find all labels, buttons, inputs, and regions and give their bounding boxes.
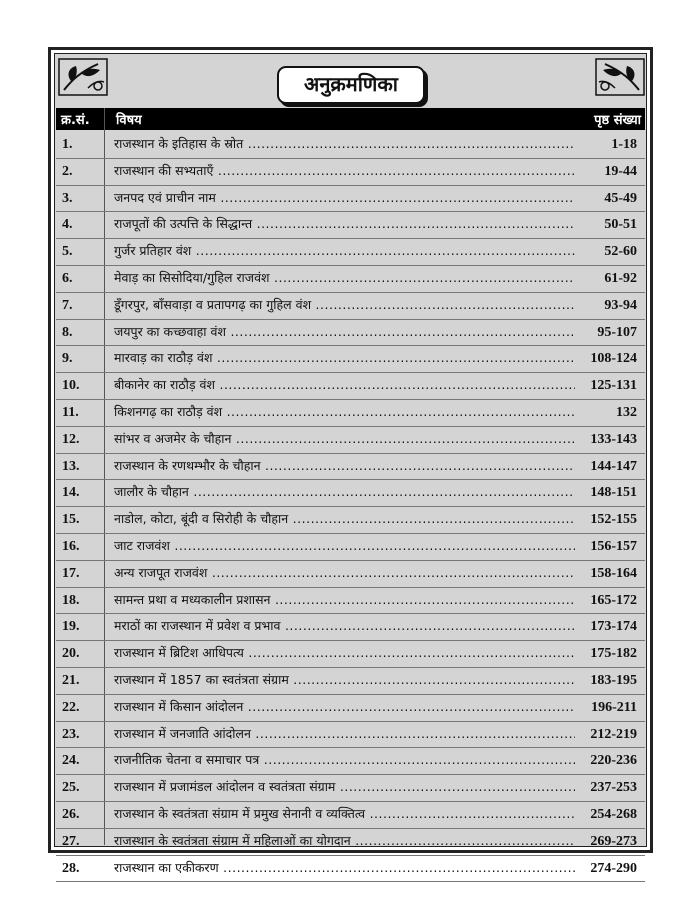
table-row (56, 802, 645, 829)
table-row (56, 293, 645, 320)
table-row (56, 856, 645, 883)
row-topic: जाट राजवंश ..... (114, 537, 575, 554)
row-topic: राजस्थान में किसान आंदोलन ..... (114, 698, 575, 715)
row-page-range: 93-94 (604, 297, 637, 313)
table-row (56, 373, 645, 400)
table-row (56, 480, 645, 507)
row-page-range: 152-155 (590, 512, 637, 528)
row-topic: जनपद एवं प्राचीन नाम ..... (114, 189, 575, 206)
row-page-range: 52-60 (604, 244, 637, 260)
table-row (56, 266, 645, 293)
row-number: 27. (62, 833, 80, 849)
row-topic: राजस्थान में 1857 का स्वतंत्रता संग्राम ..... (114, 671, 575, 688)
table-row (56, 614, 645, 641)
row-topic: नाडोल, कोटा, बूंदी व सिरोही के चौहान ..... (114, 510, 575, 527)
row-page-range: 165-172 (590, 592, 637, 608)
row-number: 15. (62, 512, 80, 528)
row-topic: सामन्त प्रथा व मध्यकालीन प्रशासन ..... (114, 591, 575, 608)
row-topic: डूँगरपुर, बाँसवाड़ा व प्रतापगढ़ का गुहिल वंश ..... (114, 296, 575, 313)
row-topic: बीकानेर का राठौड़ वंश ..... (114, 376, 575, 393)
row-topic: मारवाड़ का राठौड़ वंश ..... (114, 349, 575, 366)
table-row (56, 588, 645, 615)
row-number: 12. (62, 431, 80, 447)
table-row (56, 454, 645, 481)
row-number: 9. (62, 351, 73, 367)
row-page-range: 158-164 (590, 565, 637, 581)
table-row (56, 748, 645, 775)
row-page-range: 50-51 (604, 217, 637, 233)
table-row (56, 346, 645, 373)
row-topic: राजस्थान का एकीकरण ..... (114, 859, 575, 876)
row-topic: राजस्थान में ब्रिटिश आधिपत्य ..... (114, 644, 575, 661)
row-number: 24. (62, 753, 80, 769)
floral-ornament-icon (58, 58, 108, 96)
table-row (56, 641, 645, 668)
row-number: 3. (62, 190, 73, 206)
table-row (56, 507, 645, 534)
row-number: 28. (62, 860, 80, 876)
row-topic: राजस्थान की सभ्यताएँ ..... (114, 162, 575, 179)
table-row (56, 212, 645, 239)
row-number: 11. (62, 404, 79, 420)
row-number: 4. (62, 217, 73, 233)
row-page-range: 212-219 (590, 726, 637, 742)
row-page-range: 173-174 (590, 619, 637, 635)
table-row (56, 159, 645, 186)
row-topic: राजस्थान में जनजाति आंदोलन ..... (114, 725, 575, 742)
row-number: 16. (62, 538, 80, 554)
row-topic: राजस्थान में प्रजामंडल आंदोलन व स्वतंत्रता संग्राम ..... (114, 778, 575, 795)
row-page-range: 196-211 (591, 699, 637, 715)
table-row (56, 668, 645, 695)
header-serial: क्र.सं. (61, 113, 90, 128)
row-page-range: 132 (616, 404, 637, 420)
contents-table (56, 132, 645, 882)
row-page-range: 108-124 (590, 351, 637, 367)
table-row (56, 427, 645, 454)
table-row (56, 722, 645, 749)
row-number: 22. (62, 699, 80, 715)
table-row (56, 775, 645, 802)
row-topic: राजस्थान के रणथम्भौर के चौहान ..... (114, 457, 575, 474)
row-topic: राजस्थान के इतिहास के स्रोत ..... (114, 135, 575, 152)
row-number: 19. (62, 619, 80, 635)
row-page-range: 237-253 (590, 780, 637, 796)
row-number: 8. (62, 324, 73, 340)
row-page-range: 274-290 (590, 860, 637, 876)
row-page-range: 133-143 (590, 431, 637, 447)
table-row (56, 561, 645, 588)
table-row (56, 829, 645, 856)
row-page-range: 95-107 (597, 324, 637, 340)
table-row (56, 186, 645, 213)
row-number: 14. (62, 485, 80, 501)
table-header (56, 108, 645, 130)
row-page-range: 148-151 (590, 485, 637, 501)
row-page-range: 45-49 (604, 190, 637, 206)
row-topic: सांभर व अजमेर के चौहान ..... (114, 430, 575, 447)
table-row (56, 534, 645, 561)
row-topic: मेवाड़ का सिसोदिया/गुहिल राजवंश ..... (114, 269, 575, 286)
row-topic: अन्य राजपूत राजवंश ..... (114, 564, 575, 581)
row-number: 7. (62, 297, 73, 313)
row-page-range: 175-182 (590, 646, 637, 662)
row-page-range: 220-236 (590, 753, 637, 769)
row-page-range: 19-44 (604, 163, 637, 179)
row-topic: राजस्थान के स्वतंत्रता संग्राम में महिलाओं का योगदान ..... (114, 832, 575, 849)
header-topic: विषय (116, 113, 142, 128)
table-row (56, 132, 645, 159)
row-number: 13. (62, 458, 80, 474)
row-page-range: 125-131 (590, 378, 637, 394)
row-topic: राजस्थान के स्वतंत्रता संग्राम में प्रमुख सेनानी व व्यक्तित्व ..... (114, 805, 575, 822)
row-number: 26. (62, 806, 80, 822)
row-number: 5. (62, 244, 73, 260)
header-page: पृष्ठ संख्या (594, 113, 641, 128)
floral-ornament-icon (595, 58, 645, 96)
row-topic: मराठों का राजस्थान में प्रवेश व प्रभाव ..... (114, 617, 575, 634)
row-page-range: 144-147 (590, 458, 637, 474)
page-title: अनुक्रमणिका (277, 66, 425, 104)
row-number: 2. (62, 163, 73, 179)
row-topic: जालौर के चौहान ..... (114, 483, 575, 500)
row-page-range: 183-195 (590, 672, 637, 688)
table-row (56, 400, 645, 427)
table-row (56, 320, 645, 347)
row-number: 21. (62, 672, 80, 688)
row-page-range: 269-273 (590, 833, 637, 849)
row-number: 20. (62, 646, 80, 662)
table-row (56, 239, 645, 266)
row-number: 10. (62, 378, 80, 394)
row-page-range: 1-18 (611, 137, 637, 152)
row-topic: किशनगढ़ का राठौड़ वंश ..... (114, 403, 575, 420)
row-number: 25. (62, 780, 80, 796)
row-topic: राजनीतिक चेतना व समाचार पत्र ..... (114, 751, 575, 768)
row-number: 1. (62, 137, 73, 152)
row-number: 6. (62, 270, 73, 286)
row-page-range: 61-92 (604, 270, 637, 286)
row-topic: जयपुर का कच्छवाहा वंश ..... (114, 323, 575, 340)
row-page-range: 156-157 (590, 538, 637, 554)
table-row (56, 695, 645, 722)
row-page-range: 254-268 (590, 806, 637, 822)
row-number: 23. (62, 726, 80, 742)
row-number: 18. (62, 592, 80, 608)
row-topic: राजपूतों की उत्पत्ति के सिद्धान्त ..... (114, 215, 575, 232)
row-number: 17. (62, 565, 80, 581)
row-topic: गुर्जर प्रतिहार वंश ..... (114, 242, 575, 259)
